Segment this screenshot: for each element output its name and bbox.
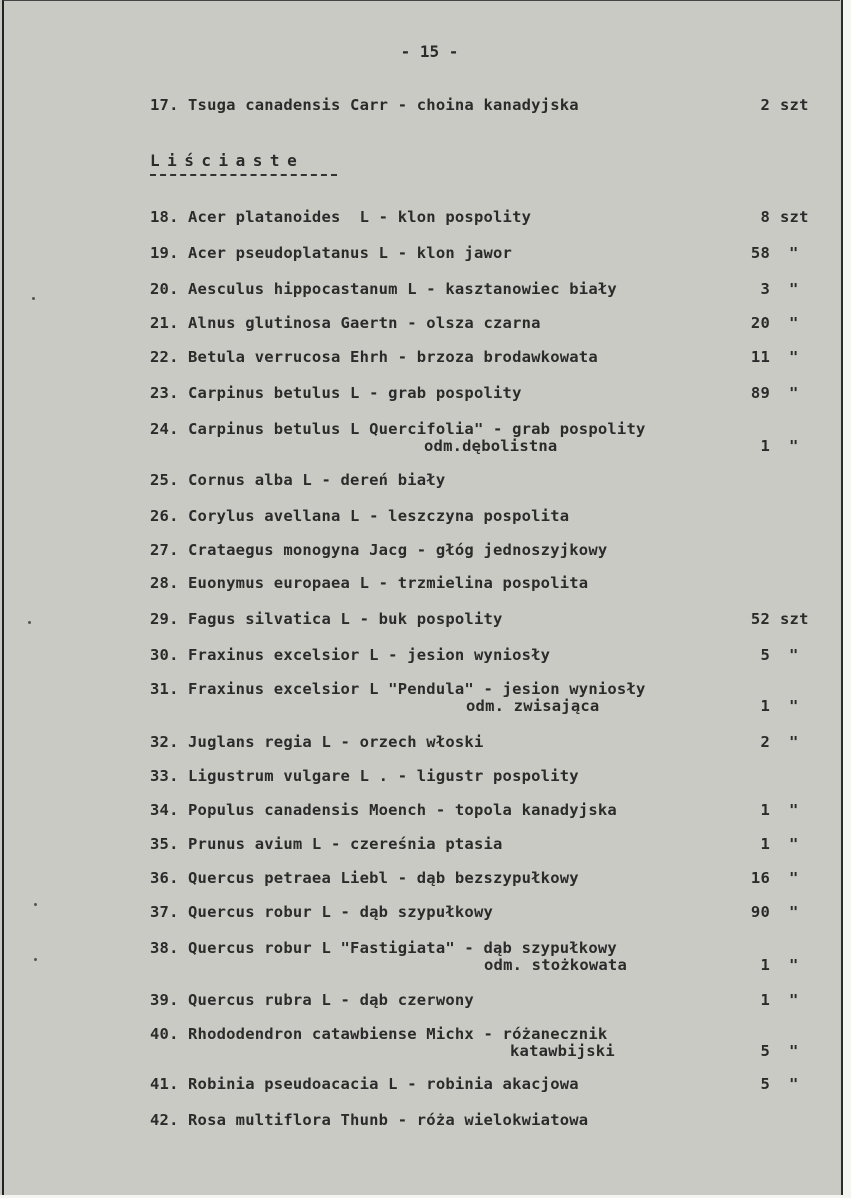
entry-unit: " — [789, 956, 799, 974]
entry-text: Carpinus betulus L - grab pospolity — [188, 384, 522, 402]
paper-speck — [28, 621, 31, 624]
entry-text: Populus canadensis Moench - topola kanadyjska — [188, 801, 617, 819]
paper-speck — [34, 903, 37, 906]
entry-unit: " — [789, 314, 799, 332]
entry-number: 23. — [150, 384, 179, 402]
entry-number: 34. — [150, 801, 179, 819]
section-underline — [150, 174, 337, 176]
entry-number: 24. — [150, 420, 179, 438]
entry-quantity: 5 — [760, 1042, 770, 1060]
entry-number: 36. — [150, 869, 179, 887]
entry-unit: " — [789, 697, 799, 715]
entry-number: 30. — [150, 646, 179, 664]
entry-quantity: 5 — [760, 1075, 770, 1093]
entry-quantity: 1 — [760, 697, 770, 715]
paper-speck — [34, 958, 37, 961]
entry-text-continuation: odm.dębolistna — [424, 437, 558, 455]
entry-number: 41. — [150, 1075, 179, 1093]
entry-number: 37. — [150, 903, 179, 921]
entry-text: Tsuga canadensis Carr - choina kanadyjska — [188, 96, 579, 114]
section-heading: Liściaste — [150, 151, 305, 170]
entry-number: 35. — [150, 835, 179, 853]
entry-unit: " — [789, 801, 799, 819]
entry-text: Rhododendron catawbiense Michx - różanecznik — [188, 1025, 608, 1043]
entry-text: Quercus petraea Liebl - dąb bezszypułkowy — [188, 869, 579, 887]
entry-quantity: 58 — [750, 244, 770, 262]
entry-unit: " — [789, 646, 799, 664]
entry-text: Ligustrum vulgare L . - ligustr pospolity — [188, 767, 579, 785]
entry-unit: " — [789, 869, 799, 887]
entry-quantity: 1 — [760, 956, 770, 974]
entry-number: 29. — [150, 610, 179, 628]
entry-quantity: 1 — [760, 437, 770, 455]
entry-quantity: 5 — [760, 646, 770, 664]
entry-text: Fraxinus excelsior L - jesion wyniosły — [188, 646, 551, 664]
entry-text: Robinia pseudoacacia L - robinia akacjowa — [188, 1075, 579, 1093]
entry-unit: " — [789, 437, 799, 455]
entry-quantity: 90 — [750, 903, 770, 921]
entry-text-continuation: katawbijski — [510, 1042, 615, 1060]
entry-unit: " — [789, 1042, 799, 1060]
entry-text: Quercus robur L - dąb szypułkowy — [188, 903, 494, 921]
entry-number: 39. — [150, 991, 179, 1009]
entry-text: Prunus avium L - czereśnia ptasia — [188, 835, 503, 853]
page-number: - 15 - — [400, 42, 459, 61]
entry-number: 19. — [150, 244, 179, 262]
entry-number: 22. — [150, 348, 179, 366]
entry-quantity: 1 — [760, 801, 770, 819]
entry-text: Rosa multiflora Thunb - róża wielokwiatowa — [188, 1111, 589, 1129]
entry-number: 32. — [150, 733, 179, 751]
entry-unit: " — [789, 280, 799, 298]
entry-text: Fagus silvatica L - buk pospolity — [188, 610, 503, 628]
entry-number: 33. — [150, 767, 179, 785]
paper-edge — [841, 0, 851, 1198]
entry-number: 38. — [150, 939, 179, 957]
entry-quantity: 16 — [750, 869, 770, 887]
entry-number: 42. — [150, 1111, 179, 1129]
entry-text: Carpinus betulus L Quercifolia" - grab pospolity — [188, 420, 646, 438]
entry-text: Quercus rubra L - dąb czerwony — [188, 991, 474, 1009]
entry-unit: " — [789, 991, 799, 1009]
typewritten-page — [2, 0, 840, 1195]
entry-number: 27. — [150, 541, 179, 559]
entry-quantity: 1 — [760, 991, 770, 1009]
entry-number: 21. — [150, 314, 179, 332]
entry-quantity: 8 — [760, 208, 770, 226]
entry-unit: " — [789, 733, 799, 751]
entry-unit: " — [789, 348, 799, 366]
entry-text: Euonymus europaea L - trzmielina pospolita — [188, 574, 589, 592]
entry-quantity: 1 — [760, 835, 770, 853]
entry-unit: szt — [780, 208, 809, 226]
entry-text: Acer pseudoplatanus L - klon jawor — [188, 244, 513, 262]
entry-quantity: 52 — [750, 610, 770, 628]
entry-text-continuation: odm. zwisająca — [466, 697, 600, 715]
entry-number: 40. — [150, 1025, 179, 1043]
entry-text: Quercus robur L "Fastigiata" - dąb szypułkowy — [188, 939, 617, 957]
entry-text: Alnus glutinosa Gaertn - olsza czarna — [188, 314, 541, 332]
entry-text: Corylus avellana L - leszczyna pospolita — [188, 507, 570, 525]
entry-text: Juglans regia L - orzech włoski — [188, 733, 484, 751]
entry-number: 28. — [150, 574, 179, 592]
entry-quantity: 11 — [750, 348, 770, 366]
entry-quantity: 20 — [750, 314, 770, 332]
entry-text: Cornus alba L - dereń biały — [188, 471, 446, 489]
entry-text: Betula verrucosa Ehrh - brzoza brodawkowata — [188, 348, 598, 366]
entry-quantity: 2 — [760, 96, 770, 114]
entry-unit: " — [789, 1075, 799, 1093]
entry-unit: " — [789, 903, 799, 921]
entry-number: 25. — [150, 471, 179, 489]
entry-unit: " — [789, 835, 799, 853]
paper-speck — [32, 297, 35, 300]
entry-number: 17. — [150, 96, 179, 114]
entry-text: Aesculus hippocastanum L - kasztanowiec biały — [188, 280, 617, 298]
entry-number: 31. — [150, 680, 179, 698]
entry-quantity: 2 — [760, 733, 770, 751]
entry-text: Fraxinus excelsior L "Pendula" - jesion wyniosły — [188, 680, 646, 698]
entry-quantity: 3 — [760, 280, 770, 298]
entry-number: 18. — [150, 208, 179, 226]
entry-number: 20. — [150, 280, 179, 298]
entry-unit: szt — [780, 610, 809, 628]
entry-text: Crataegus monogyna Jacg - głóg jednoszyjkowy — [188, 541, 608, 559]
entry-text-continuation: odm. stożkowata — [484, 956, 627, 974]
entry-text: Acer platanoides L - klon pospolity — [188, 208, 532, 226]
entry-unit: " — [789, 244, 799, 262]
entry-unit: szt — [780, 96, 809, 114]
entry-number: 26. — [150, 507, 179, 525]
entry-unit: " — [789, 384, 799, 402]
entry-quantity: 89 — [750, 384, 770, 402]
